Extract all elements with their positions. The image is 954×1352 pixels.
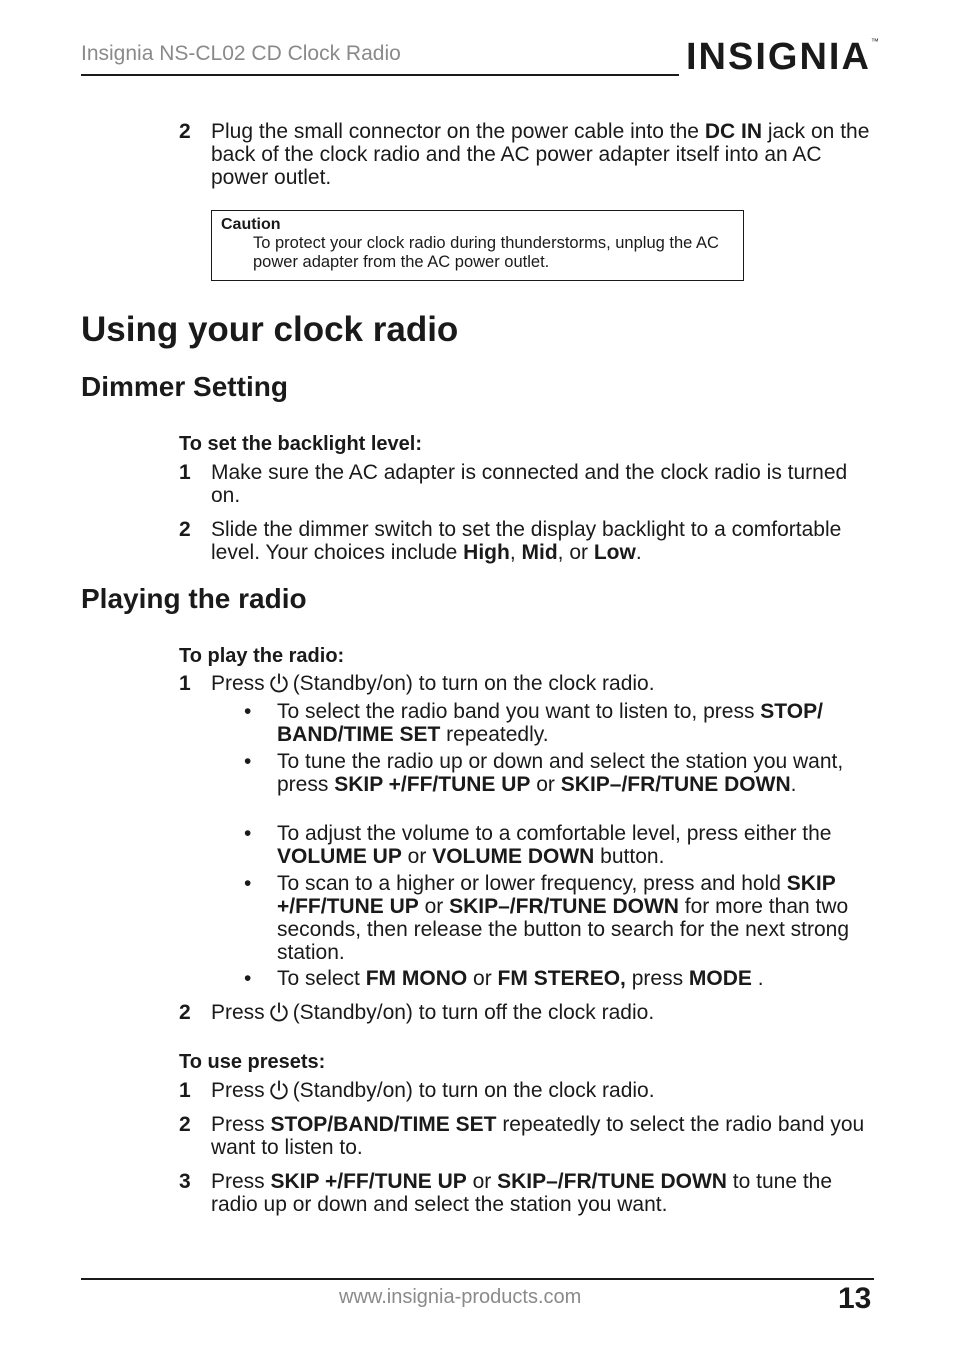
step-text: Press SKIP +/FF/TUNE UP or SKIP–/FR/TUNE DOWN to tune the radio up or down and select the station you want. (211, 1170, 833, 1216)
presets-procedure-title: To use presets: (179, 1051, 326, 1073)
caution-text: To protect your clock radio during thunderstorms, unplug the AC power adapter from the AC power outlet. (253, 234, 719, 271)
power-icon (268, 1079, 290, 1101)
bullet-glyph: • (244, 822, 252, 845)
step-number: 3 (179, 1170, 191, 1193)
bullet-glyph: • (244, 700, 252, 723)
step-number: 2 (179, 1113, 191, 1136)
logo-text: INSIGNIA (686, 36, 871, 78)
step-text: Press (Standby/on) to turn on the clock radio. (211, 1079, 655, 1102)
power-icon (268, 672, 290, 694)
bullet-text: To adjust the volume to a comfortable level, press either the VOLUME UP or VOLUME DOWN button. (277, 822, 832, 868)
bullet-text: To tune the radio up or down and select the station you want, press SKIP +/FF/TUNE UP or SKIP–/FR/TUNE DOWN. (277, 750, 844, 796)
caution-box (211, 210, 744, 281)
radio-procedure-title: To play the radio: (179, 645, 345, 667)
bullet-text: To scan to a higher or lower frequency, press and hold SKIP +/FF/TUNE UP or SKIP–/FR/TUNE DOWN for more than two seconds, then release the button to search for the next strong station. (277, 872, 850, 964)
logo-trademark: ™ (870, 37, 879, 46)
section-title: Using your clock radio (81, 310, 459, 349)
insignia-logo (686, 38, 879, 76)
bullet-text: To select the radio band you want to listen to, press STOP/ BAND/TIME SET repeatedly. (277, 700, 823, 746)
footer-rule (81, 1278, 874, 1280)
step-text: Press STOP/BAND/TIME SET repeatedly to select the radio band you want to listen to. (211, 1113, 865, 1159)
step-number: 1 (179, 672, 191, 695)
bullet-glyph: • (244, 872, 252, 895)
bullet-text: To select FM MONO or FM STEREO, press MODE . (277, 967, 764, 990)
step-number: 2 (179, 1001, 191, 1024)
power-icon (268, 1001, 290, 1023)
step-text: Press (Standby/on) to turn off the clock radio. (211, 1001, 655, 1024)
step-text: Press (Standby/on) to turn on the clock radio. (211, 672, 655, 695)
step-number: 1 (179, 1079, 191, 1102)
step-text: Make sure the AC adapter is connected and the clock radio is turned on. (211, 461, 848, 507)
bullet-glyph: • (244, 750, 252, 773)
page-number: 13 (838, 1282, 872, 1315)
running-header: Insignia NS-CL02 CD Clock Radio (81, 42, 401, 65)
step-number: 1 (179, 461, 191, 484)
footer-url: www.insignia-products.com (339, 1286, 582, 1308)
step-text: Slide the dimmer switch to set the display backlight to a comfortable level. Your choices include High, Mid, or Low. (211, 518, 842, 564)
bullet-glyph: • (244, 967, 252, 990)
step-text: Plug the small connector on the power cable into the DC IN jack on the back of the clock radio and the AC power adapter itself into an AC power outlet. (211, 120, 870, 189)
radio-heading: Playing the radio (81, 583, 307, 614)
step-number: 2 (179, 518, 191, 541)
caution-label: Caution (221, 216, 281, 233)
dimmer-procedure-title: To set the backlight level: (179, 433, 423, 455)
header-rule (81, 74, 679, 76)
dimmer-heading: Dimmer Setting (81, 371, 288, 402)
step-number: 2 (179, 120, 191, 143)
